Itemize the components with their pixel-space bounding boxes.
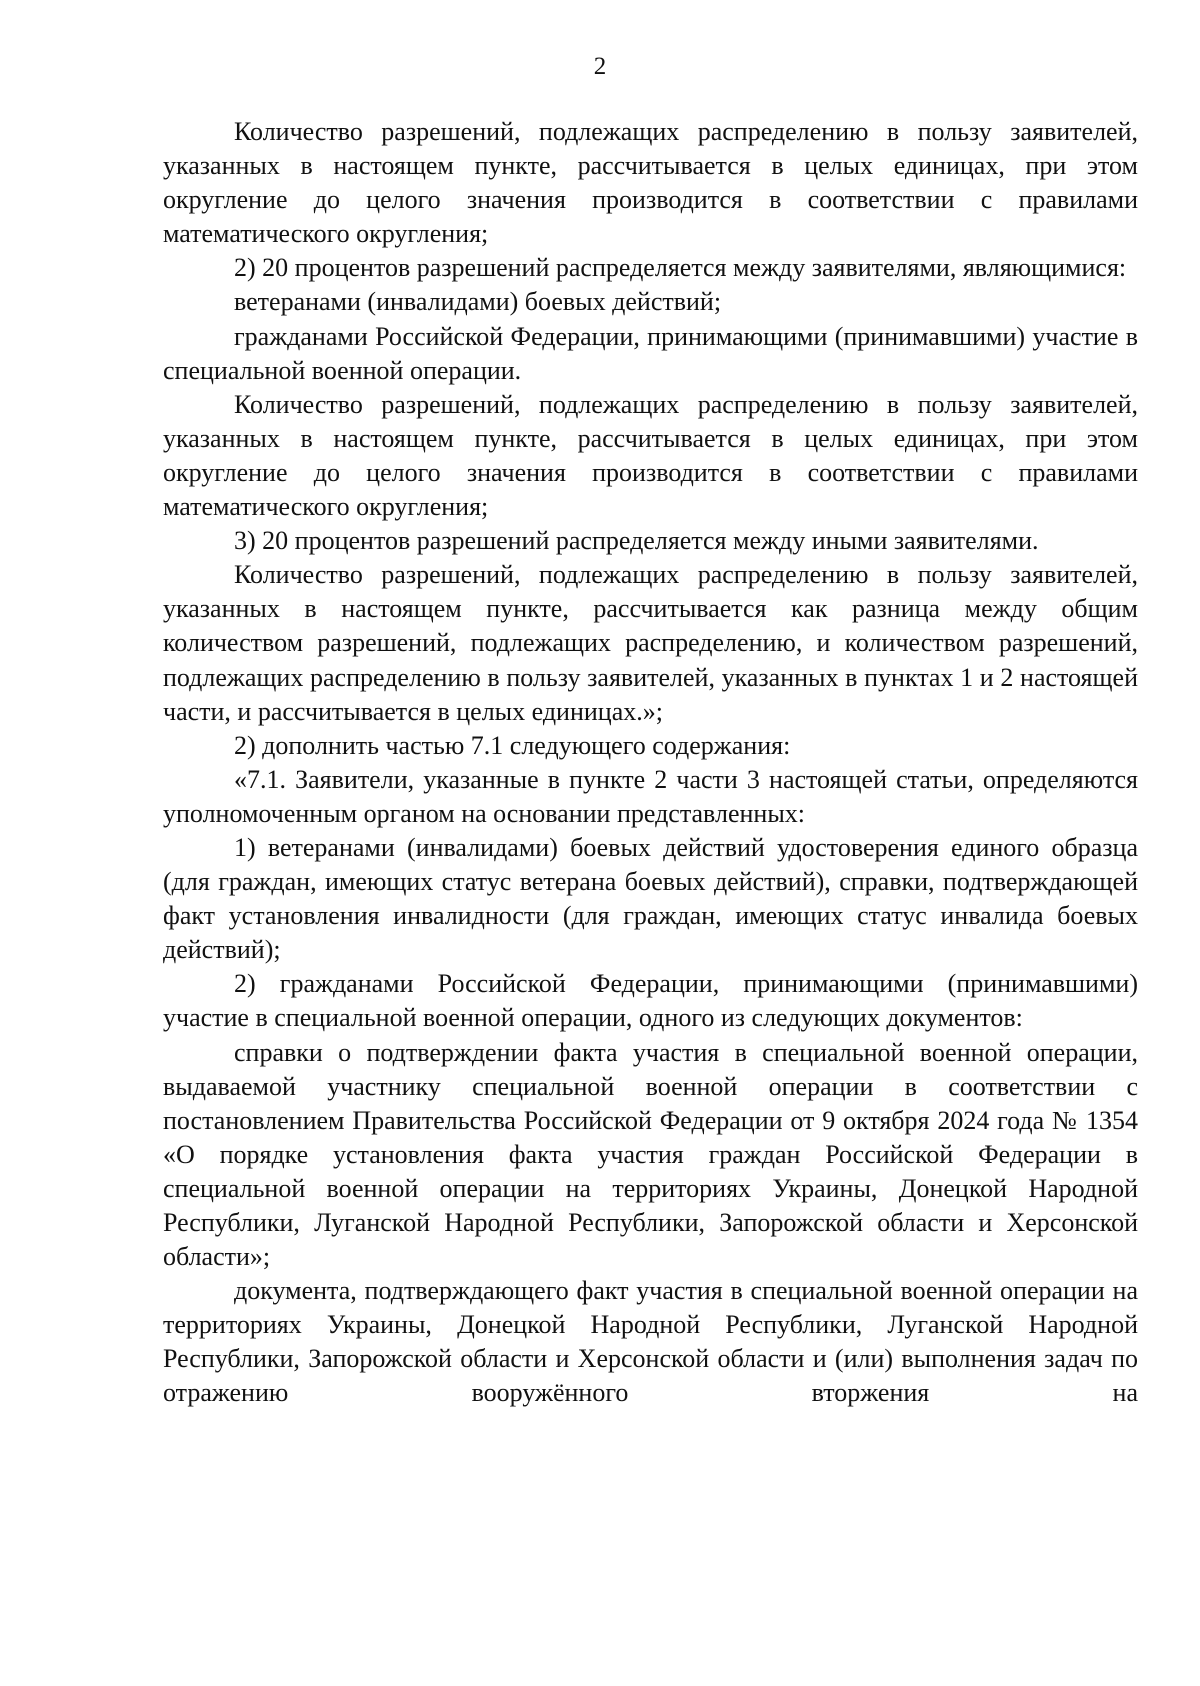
paragraph-item-2-twenty-percent: 2) 20 процентов разрешений распределяется между заявителями, являющимися: — [234, 253, 1127, 283]
paragraph-participation-certificate: справки о подтверждении факта участия в специальной военной операции, выдаваемой участнику специальной военной операции в соответствии с постановлением Правительства Российской Федерации от 9 октября 2024 года № 1354 «О порядке установления факта участия граждан Российской Федерации в специальной военной операции на территориях Украины, Донецкой Народной Республики, Луганской Народной Республики, Запорожской области и Херсонской области»; — [163, 1037, 1138, 1272]
page-number: 2 — [593, 53, 607, 80]
paragraph-part-7-1-intro: «7.1. Заявители, указанные в пункте 2 части 3 настоящей статьи, определяются уполномоченным органом на основании представленных: — [163, 764, 1138, 828]
paragraph-svo-documents: 2) гражданами Российской Федерации, принимающими (принимавшими) участие в специальной военной операции, одного из следующих документов: — [163, 969, 1138, 1033]
paragraph-veteran-documents: 1) ветеранами (инвалидами) боевых действий удостоверения единого образца (для граждан, имеющих статус ветерана боевых действий), справки, подтверждающей факт установления инвалидности (для граждан, имеющих статус инвалида боевых действий); — [163, 832, 1138, 965]
paragraph-participation-document: документа, подтверждающего факт участия в специальной военной операции на территориях Украины, Донецкой Народной Республики, Луганской Народной Республики, Запорожской области и Херсонской области и (или) выполнения задач по отражению вооружённого вторжения на — [163, 1276, 1138, 1408]
paragraph-allocation-rounding-1: Количество разрешений, подлежащих распределению в пользу заявителей, указанных в настоящем пункте, рассчитывается в целых единицах, при этом округление до целого значения производится в соответствии с правилами математического округления; — [163, 117, 1138, 249]
paragraph-item-3-other-applicants: 3) 20 процентов разрешений распределяется между иными заявителями. — [234, 526, 1039, 556]
paragraph-combat-veterans: ветеранами (инвалидами) боевых действий; — [234, 287, 722, 317]
paragraph-svo-participants: гражданами Российской Федерации, принимающими (принимавшими) участие в специальной военной операции. — [163, 321, 1138, 385]
paragraph-allocation-rounding-2: Количество разрешений, подлежащих распределению в пользу заявителей, указанных в настоящем пункте, рассчитывается в целых единицах, при этом округление до целого значения производится в соответствии с правилами математического округления; — [163, 389, 1138, 522]
paragraph-add-part-7-1: 2) дополнить частью 7.1 следующего содержания: — [234, 730, 791, 760]
paragraph-allocation-difference: Количество разрешений, подлежащих распределению в пользу заявителей, указанных в настоящем пункте, рассчитывается как разница между общим количеством разрешений, подлежащих распределению, и количеством разрешений, подлежащих распределению в пользу заявителей, указанных в пунктах 1 и 2 настоящей части, и рассчитывается в целых единицах.»; — [163, 560, 1138, 726]
document-body — [163, 115, 1138, 1411]
